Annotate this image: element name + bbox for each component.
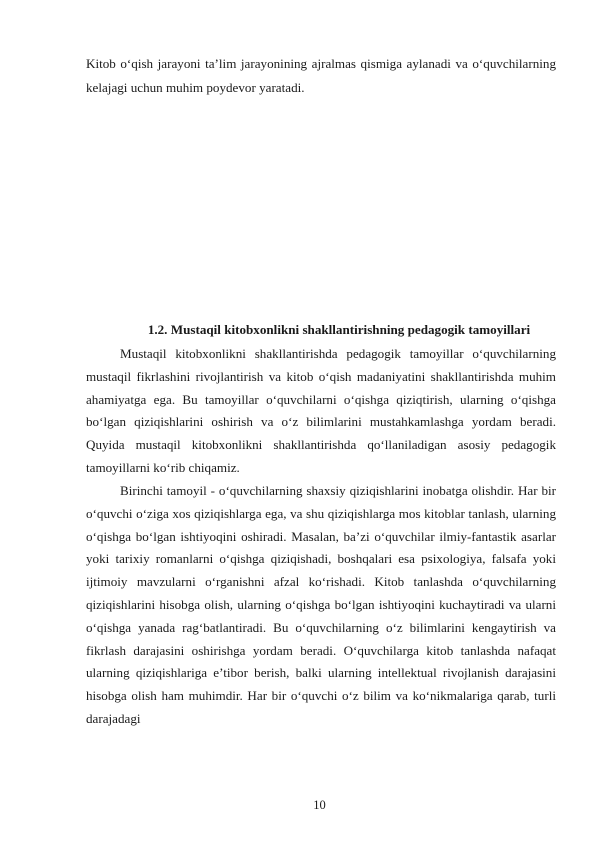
intro-paragraph: Kitob o‘qish jarayoni ta’lim jarayonining ajralmas qismiga aylanadi va o‘quvchilarning kelajagi uchun muhim poydevor yaratadi.: [86, 56, 556, 95]
section-heading: 1.2. Mustaqil kitobxonlikni shakllantirishning pedagogik tamoyillari: [147, 322, 531, 337]
body-paragraph-1: Mustaqil kitobxonlikni shakllantirishda pedagogik tamoyillar o‘quvchilarning mustaqil fikrlashini rivojlantirish va kitob o‘qish madaniyatini shakllantirishda muhim ahamiyatga ega. Bu tamoyillar o‘quvchilarni o‘qishga qiziqtirish, ularning o‘qishga bo‘lgan qiziqishlarini oshirish va o‘z bilimlarini mustahkamlashga yordam beradi. Quyida mustaqil kitobxonlikni shakllantirishda qo‘llaniladigan asosiy pedagogik tamoyillarni ko‘rib chiqamiz.: [86, 346, 556, 475]
page-number: 10: [313, 798, 326, 812]
body-paragraph-2: Birinchi tamoyil - o‘quvchilarning shaxsiy qiziqishlarini inobatga olishdir. Har bir o‘quvchi o‘ziga xos qiziqishlarga ega, va shu qiziqishlarga mos kitoblar tanlash, ularning o‘qishga bo‘lgan ishtiyoqini oshiradi. Masalan, ba’zi o‘quvchilar ilmiy-fantastik asarlar yoki tarixiy romanlarni o‘qishga qiziqishadi, boshqalari esa psixologiya, falsafa yoki ijtimoiy mavzularni o‘rganishni afzal ko‘rishadi. Kitob tanlashda o‘quvchilarning qiziqishlarini hisobga olish, ularning o‘qishga bo‘lgan ishtiyoqini kuchaytiradi va ularni o‘qishga yanada rag‘batlantiradi. Bu o‘quvchilarning o‘z bilimlarini kengaytirish va fikrlash darajasini oshirishga yordam beradi. O‘quvchilarga kitob tanlashda nafaqat ularning qiziqishlariga e’tibor berish, balki ularning intellektual rivojlanish darajasini hisobga olish ham muhimdir. Har bir o‘quvchi o‘z bilim va ko‘nikmalariga qarab, turli darajadagi: [86, 483, 556, 726]
